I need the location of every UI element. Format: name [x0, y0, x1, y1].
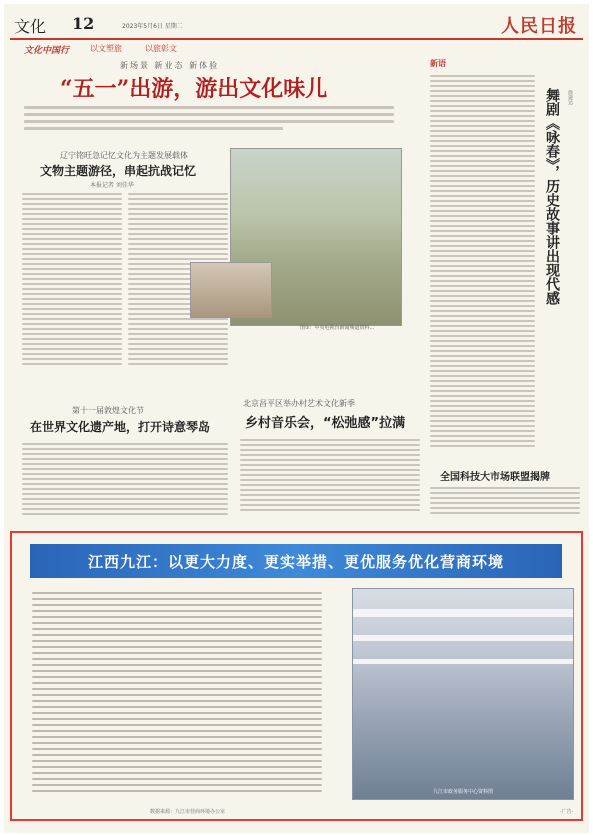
section-number: 12: [72, 14, 95, 33]
ad-photo: [352, 588, 574, 800]
publication-date: 2023年5月6日 星期二: [122, 23, 183, 30]
ceiling-light-bar: [353, 635, 573, 641]
right-column-headline: 舞剧《咏春》，历史故事讲出现代感: [544, 88, 560, 305]
masthead: [10, 12, 583, 40]
text-column-right: [430, 72, 535, 452]
main-kicker: 新场景 新业态 新体验: [120, 61, 220, 70]
ad-banner: [30, 544, 562, 578]
column-tag: 文化中国行: [24, 46, 70, 56]
relic-kicker: 辽宁铭旺急记忆文化为主题发展载体: [60, 151, 188, 160]
ceiling-light-bar: [353, 659, 573, 664]
column-sub1: 以文塑旅: [90, 44, 122, 53]
right-column-tag: 新语: [430, 59, 446, 68]
text-column-1: [22, 190, 122, 390]
text-column-village: [240, 436, 420, 526]
newspaper-logo: 人民日报: [501, 16, 577, 37]
column-sub2: 以旅彰文: [145, 44, 177, 53]
world-kicker: 第十一届敦煌文化节: [72, 406, 144, 415]
ceiling-light-bar: [353, 609, 573, 617]
ad-source: 数据来源：九江市营商环境办公室: [150, 809, 226, 815]
main-photo-caption: 图①：中央电视台新闻频道资料...: [300, 325, 375, 331]
main-headline: “五一”出游，游出文化味儿: [60, 76, 328, 102]
relic-headline: 文物主题游径，串起抗战记忆: [40, 164, 197, 178]
village-headline: 乡村音乐会，“松弛感”拉满: [245, 416, 406, 431]
text-column-world: [22, 440, 228, 525]
ad-mark: ·广告·: [560, 809, 574, 815]
section-name: 文化: [14, 17, 47, 36]
text-column-right-bottom: [430, 484, 580, 524]
ad-text: [32, 588, 322, 798]
right-column-author: 徐建达: [567, 90, 573, 105]
ad-photo-caption: 九江市政务服务中心资料图: [432, 789, 493, 795]
secondary-photo: [190, 262, 272, 318]
lead-paragraph: [24, 102, 394, 142]
village-kicker: 北京昌平区举办村艺术文化新季: [243, 399, 355, 408]
world-headline: 在世界文化遗产地，打开诗意琴岛: [30, 420, 211, 434]
right-bottom-headline: 全国科技大市场联盟揭牌: [440, 472, 550, 483]
relic-byline: 本报记者 刘佳华: [90, 182, 134, 189]
ad-banner-title: 江西九江：以更大力度、更实举措、更优服务优化营商环境: [87, 553, 504, 571]
